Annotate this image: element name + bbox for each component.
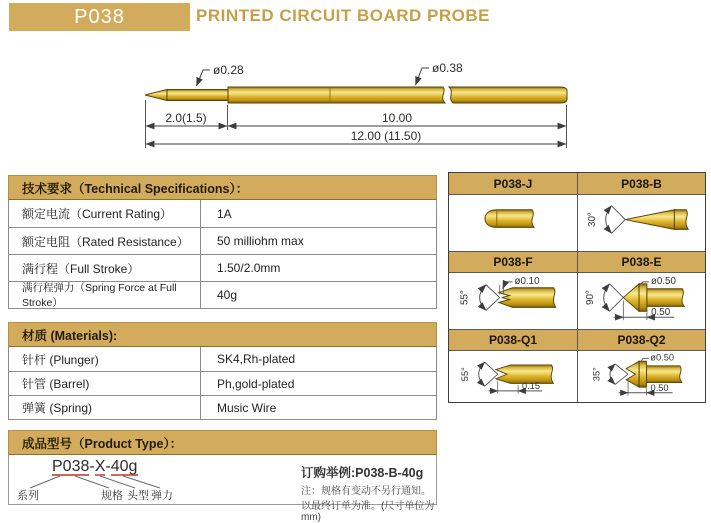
table-row [9,347,436,371]
product-code-diagram [15,457,185,503]
tip-header-Q2: P038-Q2 [577,329,705,350]
dim-total-length: 12.00 (11.50) [350,129,422,143]
dim-label: 0.50 [651,307,671,319]
probe-tip-cone [145,90,167,101]
probe-plunger [167,90,228,101]
order-note: 注：规格有变动不另行通知。以最终订单为准。(尺寸单位为mm) [301,486,435,523]
tech-specs-section [8,175,437,309]
angle-label: 30° [586,212,598,227]
tip-type-grid [448,172,706,403]
spec-value: 1A [217,206,232,221]
spec-value: 50 milliohm max [217,234,304,248]
materials-header: 材质 (Materials): [8,322,437,347]
tip-Q2-drawing [578,351,705,402]
probe-barrel-right [449,87,567,103]
code-label-spec: 规格 [101,490,123,502]
materials-table [8,347,437,420]
tip-cell-J [449,194,577,251]
spec-label: 满行程弹力（Spring Force at Full Stroke） [9,282,201,308]
tip-header-B: P038-B [577,173,705,194]
tip-cell-Q1 [449,350,577,402]
code-label-series: 系列 [17,490,39,502]
tip-header-J: P038-J [449,173,577,194]
tip-J-drawing [449,195,577,251]
spec-value: 40g [217,288,238,302]
product-code: P038-X-40g [52,458,138,475]
tech-specs-header: 技术要求（Technical Specifications）： [8,175,437,200]
table-row [9,227,436,254]
angle-label: 35° [591,367,602,382]
tech-specs-table [8,200,437,309]
materials-section [8,322,437,420]
code-label-head: 头型 [127,490,149,502]
table-row [9,200,436,227]
probe-dimension-drawing [0,50,711,168]
page-title: PRINTED CIRCUIT BOARD PROBE [196,6,491,25]
material-value: Ph,gold-plated [217,376,295,391]
tip-header-Q1: P038-Q1 [449,329,577,350]
label-barrel-dia: ø0.38 [432,61,463,75]
dim-label: 0.15 [522,381,541,392]
dim-barrel-length: 10.00 [381,111,413,125]
angle-label: 55° [460,367,471,382]
material-value: Music Wire [217,400,277,415]
material-label: 弹簧 (Spring) [9,396,201,419]
tip-cell-E [577,272,705,329]
angle-label: 55° [459,290,471,305]
tip-header-F: P038-F [449,251,577,272]
part-number-badge: P038 [9,3,190,31]
product-type-content [8,455,437,523]
angle-label: 90° [584,290,596,305]
spec-label: 额定电阻（Rated Resistance） [9,228,201,254]
tip-cell-B [577,194,705,251]
leader-barrel-dia [416,68,430,85]
product-type-section [8,430,437,523]
label-plunger-dia: ø0.28 [213,63,244,77]
tip-header-E: P038-E [577,251,705,272]
spec-label: 满行程（Full Stroke） [9,255,201,281]
probe-barrel-left [228,87,445,103]
dia-label: ø0.10 [514,275,540,287]
tip-Q1-drawing [449,351,577,402]
leader-plunger-dia [197,70,211,86]
dim-tip-length: 2.0(1.5) [165,111,207,125]
material-value: SK4,Rh-plated [217,352,296,366]
table-row [9,395,436,419]
tip-cell-Q2 [577,350,705,402]
tip-E-drawing [578,273,705,329]
table-row [9,371,436,395]
spec-value: 1.50/2.0mm [217,261,281,275]
tip-B-drawing [578,195,705,251]
dia-label: ø0.50 [650,352,675,363]
table-row [9,281,436,308]
table-row [9,254,436,281]
tip-cell-F [449,272,577,329]
material-label: 针杆 (Plunger) [9,347,201,371]
tip-F-drawing [449,273,577,329]
order-example: 订购举例:P038-B-40g [301,466,424,480]
dim-label: 0.50 [650,382,669,393]
dia-label: ø0.50 [650,275,676,287]
spec-label: 额定电流（Current Rating） [9,200,201,227]
material-label: 针管 (Barrel) [9,372,201,395]
code-label-force: 弹力 [151,490,173,502]
product-type-header: 成品型号（Product Type）： [8,430,437,455]
